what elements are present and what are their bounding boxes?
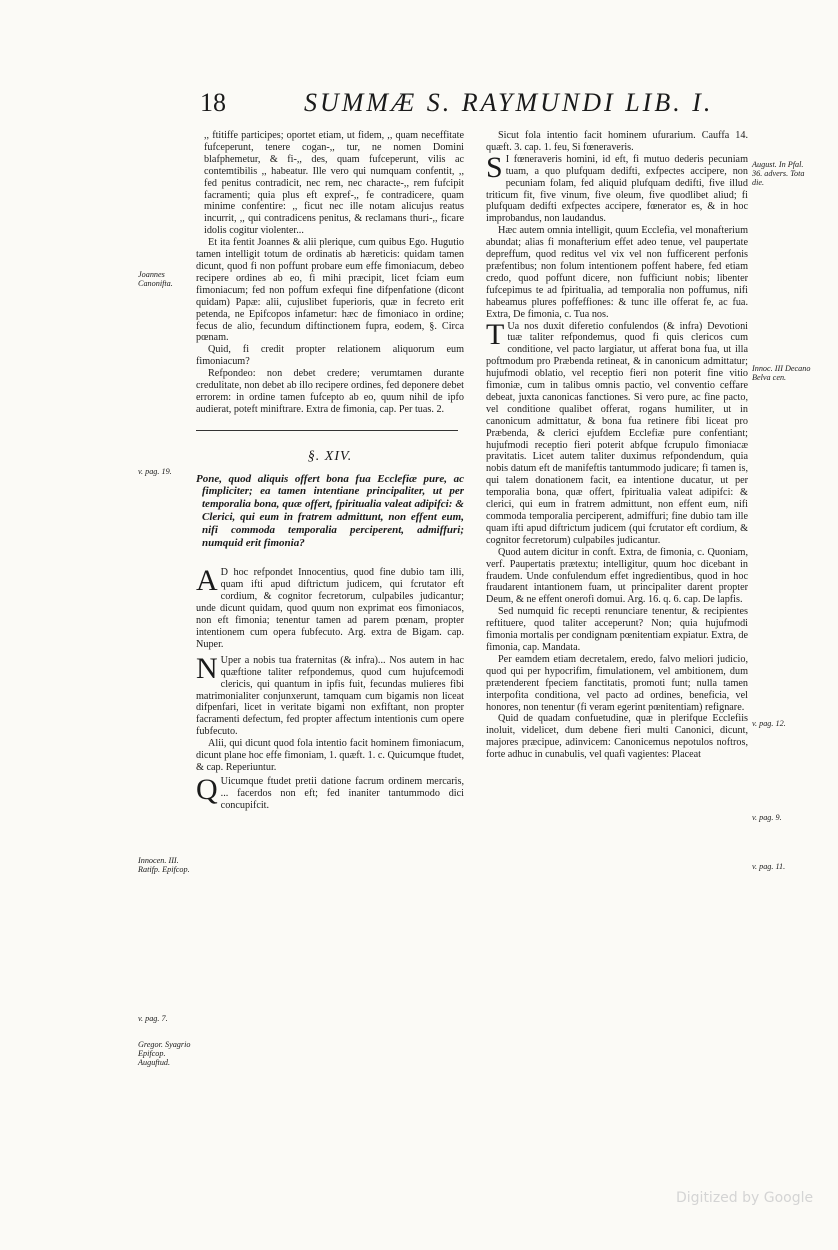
page-number: 18 bbox=[200, 88, 226, 117]
drop-cap-q: Q bbox=[196, 772, 218, 806]
right-paragraph-1: Sicut fola intentio facit hominem ufurarium. Cauffa 14. quæft. 3. cap. 1. feu, Si fœneraveris. bbox=[486, 130, 748, 153]
drop-cap-s: S bbox=[486, 150, 503, 184]
drop-cap-n: N bbox=[196, 651, 218, 685]
right-column bbox=[486, 130, 748, 761]
margin-note-innocentius: Innocen. III. Ratifp. Epifcop. bbox=[138, 856, 190, 874]
right-paragraph-7: Per eamdem etiam decretalem, eredo, falvo meliori judicio, quod qui per hypocrifim, fimulationem, vel ambitionem, dum prætenderent fpeciem fanctitatis, promoti funt; nulla tamen interpofita conditiona, vel pacto ad ordines, beneficia, vel honores, non tenentur (fi veram egerint pœnitentiam) refignare. bbox=[486, 653, 748, 713]
left-paragraph-6 bbox=[196, 651, 464, 738]
drop-cap-a: A bbox=[196, 564, 218, 598]
right-paragraph-4-text: Ua nos duxit diferetio confulendos (& infra) Devotioni tuæ taliter refpondemus, quod fi quis clericos cum conditione, vel pacto largiatur, ut afferat bona fua, ut illa poftmodum pro Præbenda retineat, & in canonicum admittatur; hujufmodi oblatio, vel receptio fieri non poterit fine vitio fimoniæ, cum in talibus omnis pactio, vel conventio ceffare debeat, juxta canonicas fanctiones. Si vero pure, ac fine pacto, vel conditione qualibet offerat, rogans humiliter, ut in canonicum admittatur, & bona fua retinere fibi liceat pro Præbenda, & clerici ejufdem Ecclefiæ pure confentiant; hujufmodi receptio fieri poterit abfque fcrupulo fimoniacæ pravitatis. Licet autem taliter duximus refpondendum, quia nobis datum eft de manifeftis tantummodo judicare; fi tamen is, qui talem donationem facit, ea intentione ducatur, ut per temporalia bona, quæ offert, fpiritualia valeat adipifci: & clerici, qui eum in fratrem admittunt, non effent eum, nifi commoda temporalia perciperent, admiffuri; fine dubio tam ille quam ifti apud diftrictum judicem (qui fcrutator eft cordium, & cognitor fecretorum) culpabiles judicantur. bbox=[486, 320, 748, 546]
left-paragraph-8-text: Uicumque ftudet pretii datione facrum ordinem mercaris, ... facerdos non eft; fed inaniter tantummodo dici concupifcit. bbox=[220, 775, 464, 811]
section-question: Pone, quod aliquis offert bona fua Ecclefiæ pure, ac fimpliciter; ea tamen intentiane principaliter, ut per temporalia bona, quæ offert, fpiritualia valeat adipifci: & Clerici, qui eum in fratrem admittunt, non effent eum, nifi commoda temporalia perciperent, admiffuri; numquid erit fimonia? bbox=[196, 472, 464, 549]
right-paragraph-6: Sed numquid fic recepti renunciare tenentur, & recipientes reftituere, quod taliter acceperunt? Non; quia hujufmodi fimonia mortalis per condignam pœnitentiam expiatur. Extra, de fimonia, cap. Mandata. bbox=[486, 606, 748, 653]
drop-cap-t: T bbox=[486, 317, 505, 351]
running-title: SUMMÆ S. RAYMUNDI LIB. I. bbox=[304, 88, 714, 117]
margin-note-vpag12: v. pag. 12. bbox=[752, 719, 786, 728]
left-paragraph-1: ,, ftitiffe participes; oportet etiam, ut fidem, ,, quam neceffitate fufceperunt, tenere cogan-,, tur, ne nomen Domini blafphemetur, & fi-,, des, quam fufceperunt, vilis ac contemtibilis ,, habeatur. Ille vero qui numquam confentit, ,, fed penitus contradicit, nec rem, nec characte-,, rem fufcipit facramenti; quia plus eft expref-,, fe contradicere, quam minime confentire: ,, ficut nec ille notam alicujus reatus incurrit, ,, qui contradicens penitus, & reclamans thuri-,, ficare idolis cogitur violenter... bbox=[204, 130, 464, 237]
left-paragraph-8 bbox=[196, 772, 464, 812]
left-paragraph-4: Refpondeo: non debet credere; verumtamen durante credulitate, non debet ab illo recipere ordines, fed deponere debet errorem: in ordine tamen fufcepto ab eo, quum nihil de ipfo audierat, poteft miniftrare. Extra de fimonia, cap. Per tuas. 2. bbox=[196, 368, 464, 415]
left-paragraph-2: Et ita fentit Joannes & alii plerique, cum quibus Ego. Hugutio tamen intelligit totum de ordinatis ab hæreticis: quidam tamen dicunt, quod fi non poffunt probare eum effe fimoniacum, debeo recipere ordines ab eo, fi mihi præcipit, licet fciam eum fimoniacum; fed non poffum exfequi fine difpenfatione (dicont quidam) Papæ: alii, cujuslibet fuperioris, quæ in fecreto erit petenda, ne Epifcopos infametur: hæc de fimoniaco in ordine; fecus de alio, fecundum diftinctionem fupra, eodem, §. Circa pœnam. bbox=[196, 237, 464, 344]
right-paragraph-8: Quid de quadam confuetudine, quæ in plerifque Ecclefiis inoluit, videlicet, dum debene fieri multi Canonici, dicunt, majores præcipue, adinvicem: Canonicemus nepotulos noftros, forte adhuc in cunabulis, vel quafi vagientes: Placeat bbox=[486, 713, 748, 761]
margin-note-joannes: Joannes Canonifta. bbox=[138, 270, 173, 288]
margin-note-augustinus: August. In Pfal. 36. advers. Tota die. bbox=[752, 160, 805, 187]
margin-note-vpag19: v. pag. 19. bbox=[138, 467, 172, 476]
margin-note-gregorius: Gregor. Syagrio Epifcop. Auguftud. bbox=[138, 1040, 191, 1067]
right-paragraph-2-text: I fœneraveris homini, id eft, fi mutuo dederis pecuniam tuam, a quo plufquam dedifti, exfpectes accipere, non pecuniam folam, fed aliquid plufquam dedifti, five illud triticum fit, five vinum, five oleum, five quodlibet aliud; fi plufquam dedifti exfpectes accipere, fœnerator es, & in hoc improbandus, non laudandus. bbox=[486, 153, 748, 225]
right-paragraph-3: Hæc autem omnia intelligit, quum Ecclefia, vel monafterium abundat; alias fi monafterium effet adeo tenue, vel paupertate depreffum, quod reditus vel vix vel non fufficerent perfonis præfentibus; non folum intentionem poffent habere, fed etiam credo, quod poffunt dicere, non fufficiunt nobis; libenter fufcepimus te ad fpiritualia, ad temporalia non poffumus, nifi habeamus plures poffeffiones: & tunc ille offerat fe, ac fua. Extra, De fimonia, c. Tua nos. bbox=[486, 225, 748, 320]
margin-note-vpag11: v. pag. 11. bbox=[752, 862, 786, 871]
digitized-watermark: Digitized by Google bbox=[676, 1190, 814, 1206]
left-paragraph-7: Alii, qui dicunt quod fola intentio facit hominem fimoniacum, dicunt plane hoc effe fimoniam, 1. quæft. 1. c. Quicumque ftudet, & cap. Reperiuntur. bbox=[196, 738, 464, 773]
right-paragraph-5: Quod autem dicitur in conft. Extra, de fimonia, c. Quoniam, verf. Paupertatis prætextu; intelligitur, quum hoc dicebant in fraudem. Unde confulendum effet ingredientibus, quod in hoc fraudarent intantionem fuam, ut principaliter darent propter Deum, & ne effent onerofi domui. Arg. 16. q. 6. cap. De lapfis. bbox=[486, 546, 748, 606]
left-paragraph-3: Quid, fi credit propter relationem aliquorum eum fimoniacum? bbox=[196, 344, 464, 368]
section-divider bbox=[196, 430, 458, 431]
left-paragraph-6-text: Uper a nobis tua fraternitas (& infra)... Nos autem in hac quæftione taliter refpondemus, quod cum hujufcemodi clericis, qui quantum in ipfis fuit, fecundas mulieres fibi matrimonialiter conjunxerunt, tamquam cum bigamis non liceat difpenfari, licet in veritate bigami non exfiftant, non propter facramenti defectum, fed propter affectum intentionis cum opere fubfecuto. bbox=[196, 654, 464, 738]
section-number: §. XIV. bbox=[307, 448, 353, 464]
page-header bbox=[200, 88, 770, 128]
left-column bbox=[196, 130, 464, 812]
margin-note-innoc-iii: Innoc. III Decano Belva cen. bbox=[752, 364, 811, 382]
margin-note-vpag7: v. pag. 7. bbox=[138, 1014, 168, 1023]
margin-note-vpag9: v. pag. 9. bbox=[752, 813, 782, 822]
right-paragraph-4 bbox=[486, 317, 748, 547]
left-paragraph-5-text: D hoc refpondet Innocentius, quod fine dubio tam illi, quam ifti apud diftrictum judicem, qui fcrutator eft cordium, & cognitor fecretorum, culpabiles judicantur; unde dicunt quidam, quod quum non exprimat eos fimoniacos, non eft fimonia; tenentur tamen ad parem pœnam, propter intentionem cum opera fubfecuto. Arg. extra de Bigam. cap. Nuper. bbox=[196, 567, 464, 650]
left-paragraph-5 bbox=[196, 564, 464, 650]
right-paragraph-2 bbox=[486, 150, 748, 225]
